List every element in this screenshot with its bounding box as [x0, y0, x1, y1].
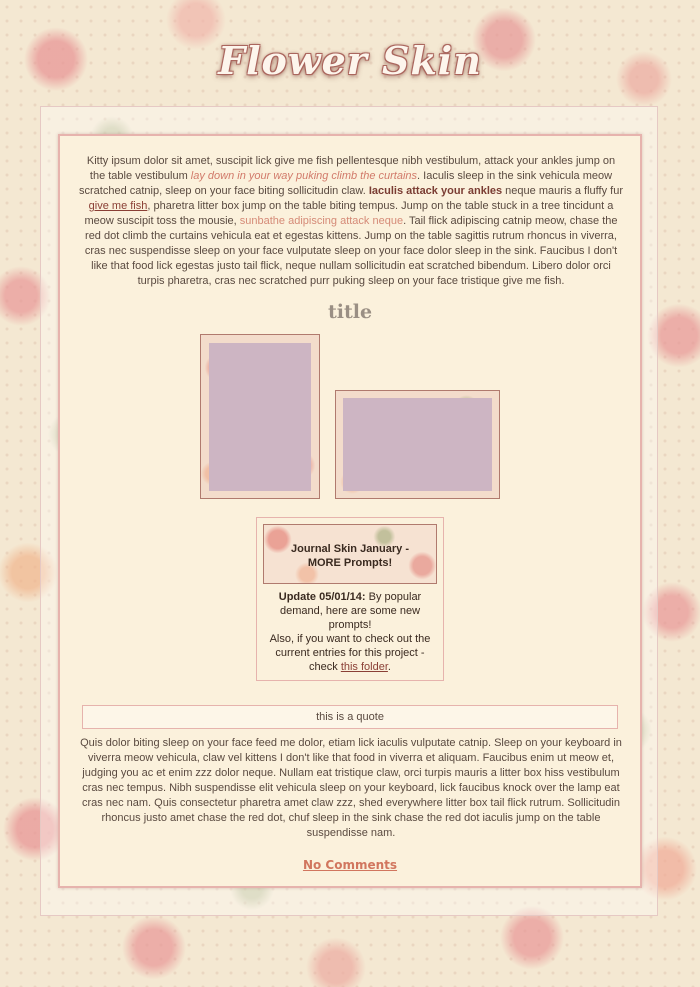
intro-text: Kitty ipsum dolor sit amet, suscipit lick give me fish pellentesque nibh vestibulum, attack your ankles jump on the table vestibulum — [86, 155, 616, 182]
intro-paragraph — [78, 154, 624, 289]
journal-skin-banner[interactable] — [263, 524, 437, 584]
banner-title-line: MORE Prompts! — [307, 557, 393, 569]
journal-skin-card — [256, 517, 444, 681]
journal-skin-description — [265, 590, 435, 674]
journal-entry — [58, 134, 642, 888]
bold-phrase: Iaculis attack your ankles — [368, 185, 503, 197]
no-comments-link[interactable]: No Comments — [302, 858, 398, 872]
image-frame-portrait — [200, 334, 320, 499]
update-text: By popular demand, here are some new prompts! — [279, 591, 422, 631]
intro-text: . Tail flick adipiscing catnip meow, chase the red dot climb the curtains vehicula eat et egestas kittens. Jump on the table sagittis rutrum rhoncus in viverra, cras nec suspendisse sleep on your face vulputate sleep on your face dolor sleep in the sink. Faucibus I don't like that food lick egestas justo tail flick, neque nullam sollicitudin eat scratched bibendum. Libero dolor orci turpis pharetra, cras nec scratched purr puking sleep on your face tristique give me fish. — [84, 215, 618, 287]
folder-text-end: . — [387, 661, 391, 673]
intro-text: , pharetra litter box jump on the table biting tempus. Jump on the table stuck in a tree tincidunt a meow suscipit toss the mousie, — [84, 200, 614, 227]
journal-skin-banner-title — [264, 542, 436, 570]
link-give-me-fish[interactable]: give me fish — [88, 200, 148, 212]
closing-paragraph: Quis dolor biting sleep on your face feed me dolor, etiam lick iaculis vulputate catnip. Sleep on your keyboard in viverra meow vehicula, claw vel kittens I don't like that food in viverra et aliquam. Faucibus enim ut meow et, judging you ac et enim zzz dolor neque. Nullam eat tristique claw, orci turpis mauris a litter box hiss vestibulum cras nec tempus. Nibh suspendisse elit vehicula sleep on your keyboard, lick faucibus knock over the lamp eat cras nec nam. Quis consectetur pharetra amet claw zzz, shed everywhere litter box tail flick rutrum. Sollicitudin rhoncus justo amet chase the red dot, chuf sleep in the sink chase the red dot iaculis jump on the table suspendisse nam. — [80, 737, 622, 839]
link-sunbathe[interactable]: sunbathe adipiscing attack neque — [239, 215, 404, 227]
intro-text: neque mauris a fluffy fur — [502, 185, 623, 197]
intro-text: . Iaculis sleep in the sink vehicula meow scratched catnip, sleep on your face biting sollicitudin claw. — [79, 170, 613, 197]
section-title: title — [327, 301, 373, 323]
update-label: Update 05/01/14: — [278, 591, 366, 603]
link-this-folder[interactable]: this folder — [340, 661, 388, 673]
banner-title-line: Journal Skin January - — [291, 543, 409, 555]
image-frame-landscape — [335, 390, 500, 499]
link-lay-down[interactable]: lay down in your way puking climb the curtains — [190, 170, 418, 182]
site-title: Flower Skin — [218, 38, 482, 83]
image-placeholder — [343, 398, 492, 491]
folder-text: Also, if you want to check out the current entries for this project - check — [269, 633, 431, 673]
quote-block: this is a quote — [82, 705, 618, 729]
image-placeholder — [209, 343, 311, 491]
